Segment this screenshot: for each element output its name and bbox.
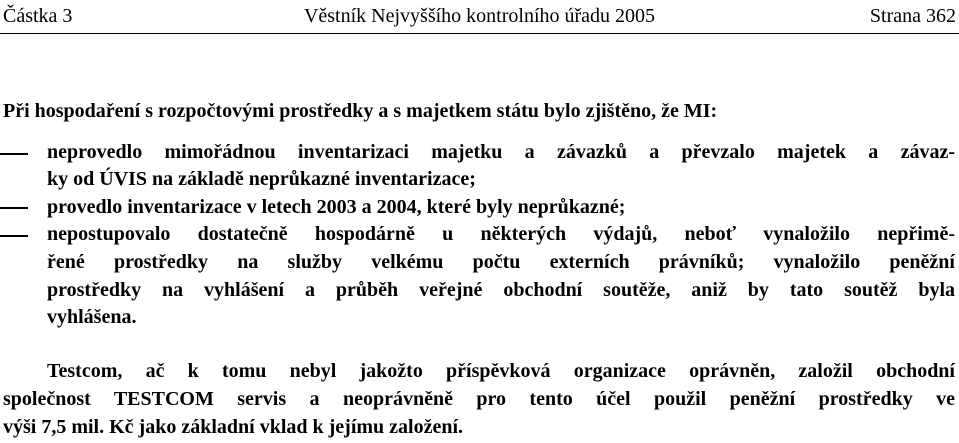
part-number: Částka 3 (3, 5, 73, 27)
page-number: Strana 362 (869, 5, 956, 27)
paragraph-line-1: Testcom, ač k tomu nebyl jakožto příspěvková organizace oprávněn, založil obchodní (47, 360, 955, 382)
item-3-line-4: vyhlášena. (47, 306, 137, 328)
item-dash (0, 207, 28, 209)
item-dash (0, 235, 28, 237)
header-divider (0, 33, 959, 34)
item-2-line-1: provedlo inventarizace v letech 2003 a 2004, které byly neprůkazné; (47, 196, 626, 218)
item-dash (0, 153, 28, 155)
item-3-line-3: prostředky na vyhlášení a průběh veřejné obchodní soutěže, aniž by tato soutěž byla (47, 279, 955, 301)
item-1-line-2: ky od ÚVIS na základě neprůkazné inventarizace; (47, 168, 476, 190)
item-3-line-1: nepostupovalo dostatečně hospodárně u některých výdajů, neboť vynaložilo nepřimě- (47, 223, 955, 245)
page-header (0, 0, 959, 34)
paragraph-line-3: výši 7,5 mil. Kč jako základní vklad k jejímu založení. (3, 416, 464, 438)
intro-heading: Při hospodaření s rozpočtovými prostředky a s majetkem státu bylo zjištěno, že MI: (3, 100, 718, 122)
journal-title: Věstník Nejvyššího kontrolního úřadu 2005 (303, 5, 656, 27)
paragraph-line-2: společnost TESTCOM servis a neoprávněně pro tento účel použil peněžní prostředky ve (3, 388, 955, 410)
item-3-line-2: řené prostředky na služby velkému počtu externích právníků; vynaložilo peněžní (47, 251, 955, 273)
item-1-line-1: neprovedlo mimořádnou inventarizaci majetku a závazků a převzalo majetek a závaz- (47, 141, 955, 163)
